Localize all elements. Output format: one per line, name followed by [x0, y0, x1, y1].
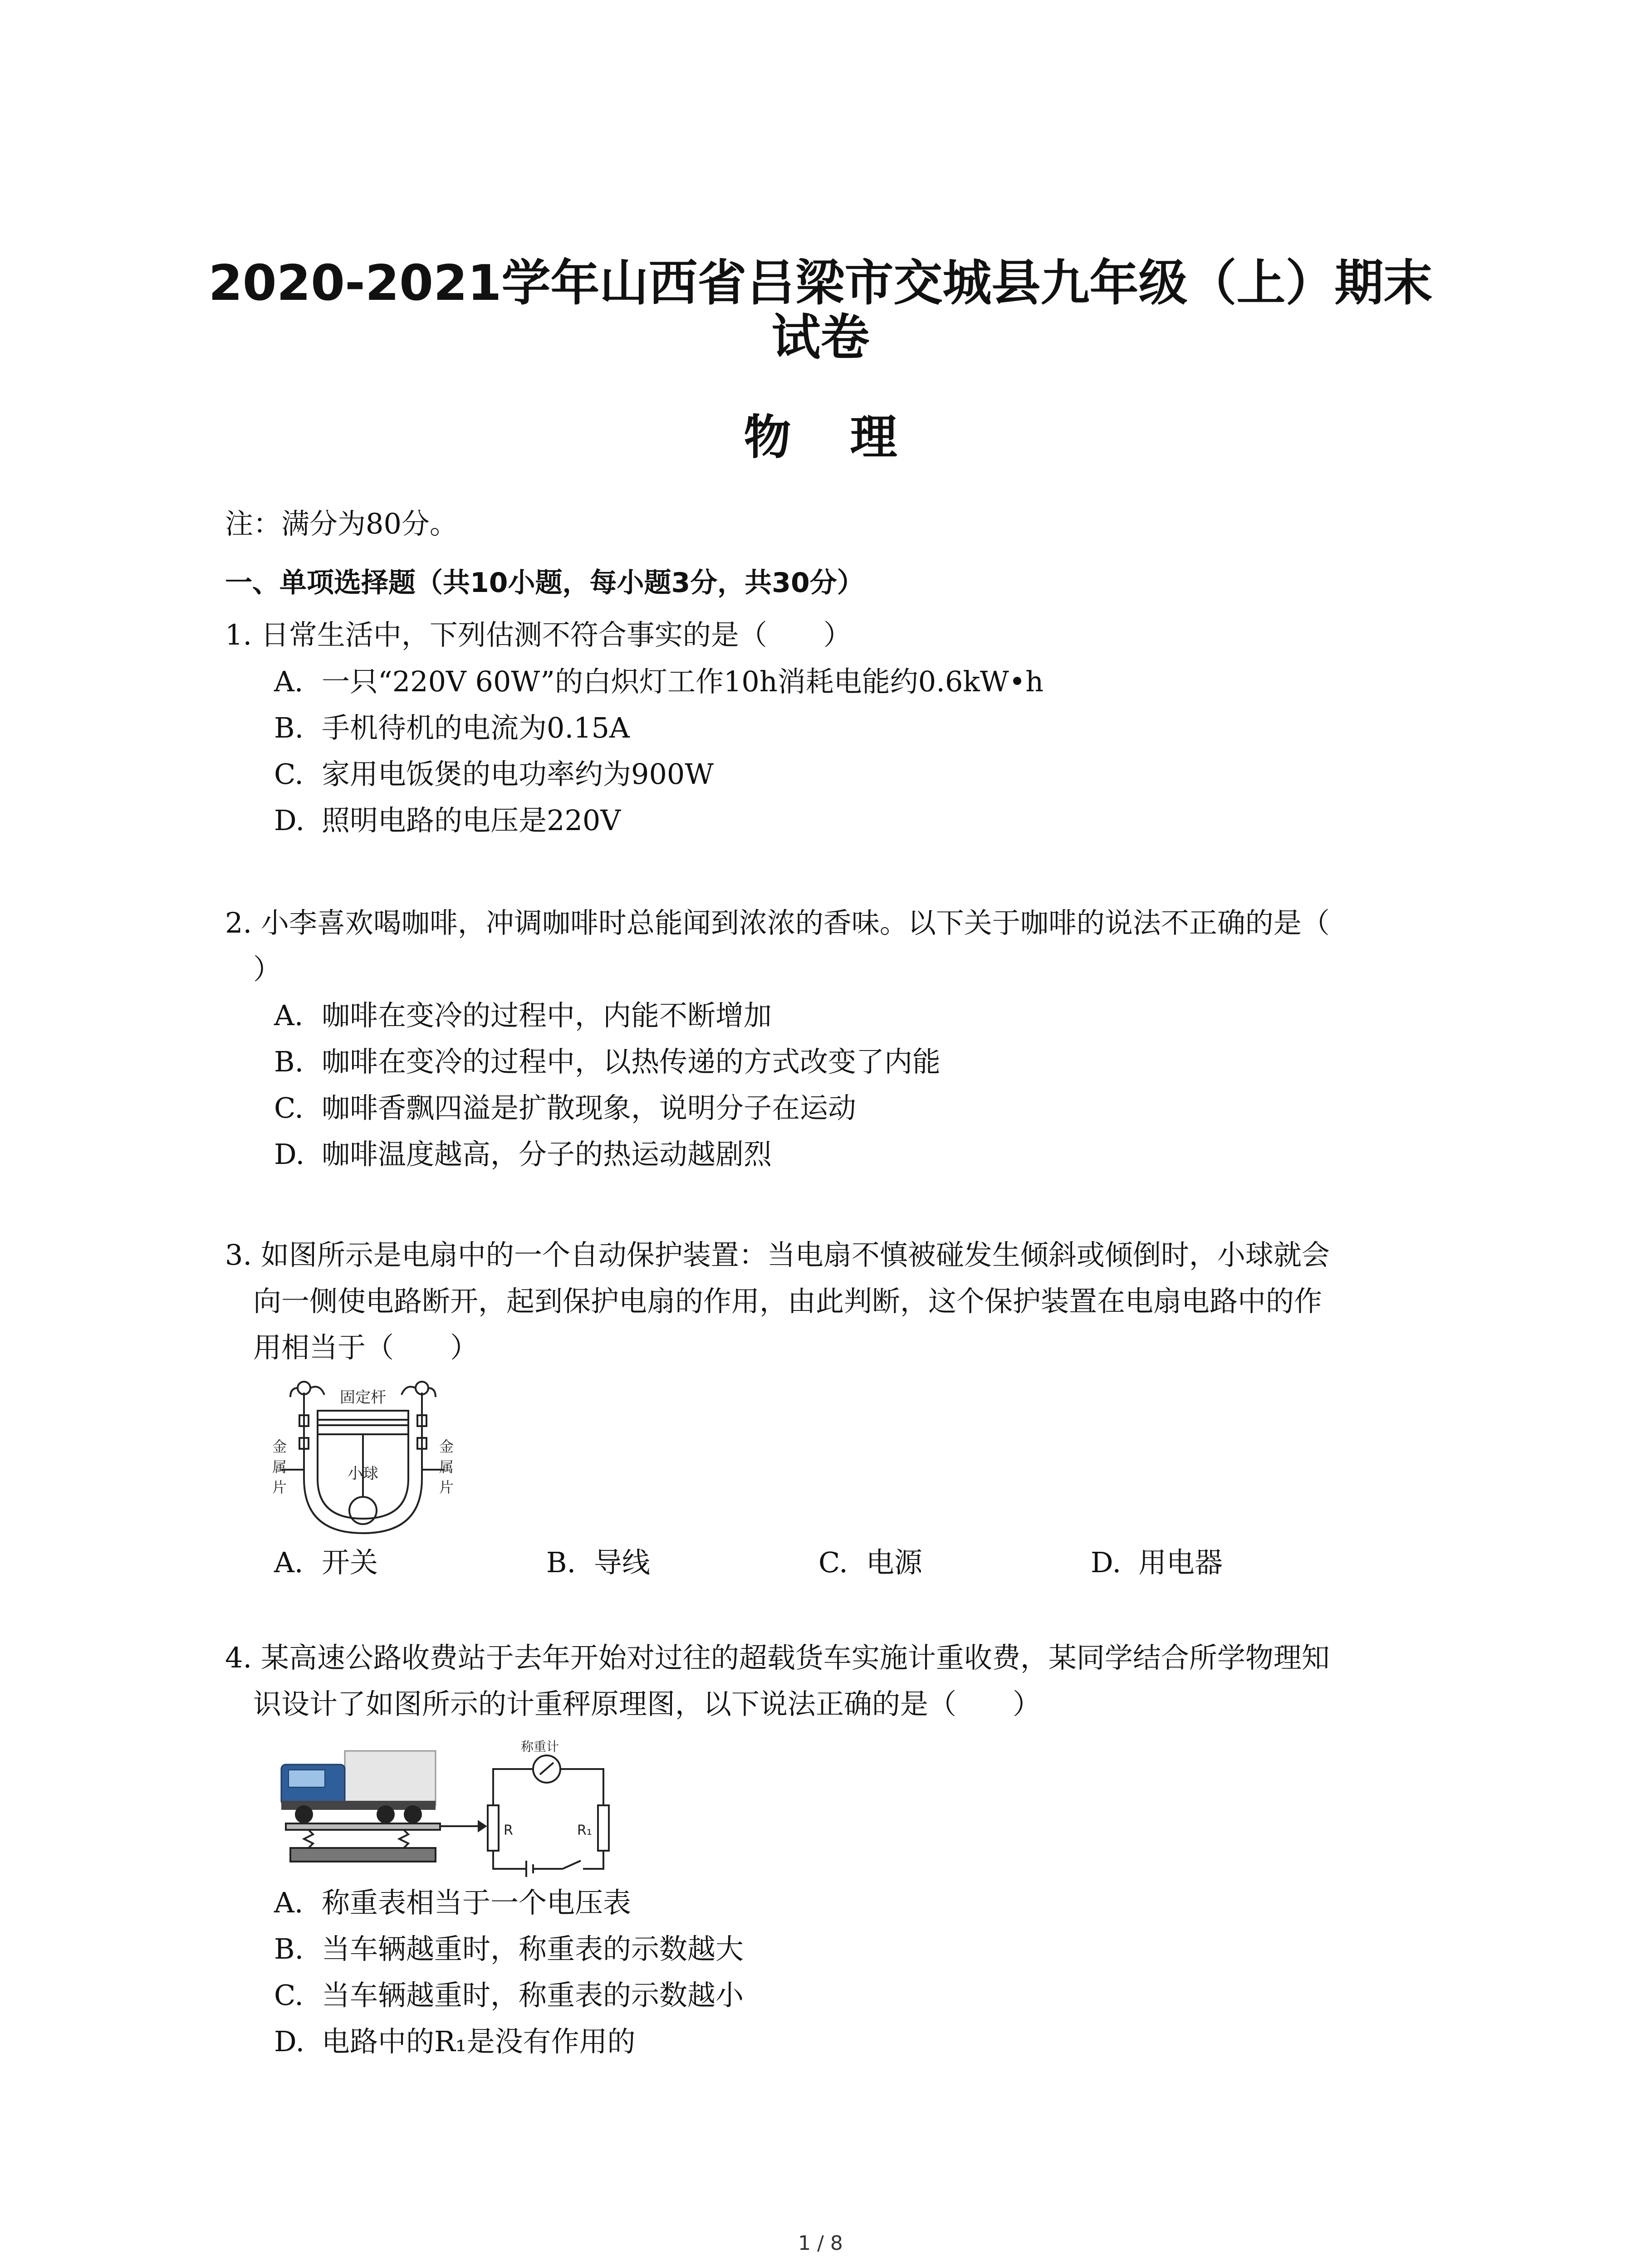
page-number: 1 / 8 [798, 2232, 843, 2255]
label-fixed-rod: 固定杆 [340, 1388, 386, 1407]
q4-option-c: C. 当车辆越重时，称重表的示数越小 [274, 1979, 744, 2012]
q4-stem-line2: 识设计了如图所示的计重秤原理图，以下说法正确的是（ ） [225, 1687, 1041, 1721]
label-weighing-meter: 称重计 [520, 1739, 559, 1754]
q3-option-d: D. 用电器 [1091, 1546, 1223, 1579]
label-metal-left-1: 金 [272, 1438, 287, 1455]
q1-option-b: B. 手机待机的电流为0.15A [274, 711, 630, 744]
q3-option-c: C. 电源 [818, 1546, 923, 1579]
q3-stem-line3: 用相当于（ ） [225, 1331, 479, 1364]
truck-image [281, 1751, 436, 1823]
label-metal-right-1: 金 [439, 1438, 454, 1455]
label-metal-left-2: 属 [272, 1458, 287, 1476]
q4-stem-line1: 4. 某高速公路收费站于去年开始对过往的超载货车实施计重收费，某同学结合所学物理知 [225, 1641, 1330, 1674]
q3-stem-line2: 向一侧使电路断开，起到保护电扇的作用，由此判断，这个保护装置在电扇电路中的作 [225, 1285, 1323, 1318]
q2-option-a: A. 咖啡在变冷的过程中，内能不断增加 [274, 999, 772, 1032]
q4-weighing-circuit-figure [272, 1733, 617, 1878]
label-metal-right-2: 属 [439, 1458, 454, 1476]
q4-option-a: A. 称重表相当于一个电压表 [274, 1886, 632, 1919]
q1-option-c: C. 家用电饭煲的电功率约为900W [274, 758, 714, 791]
q3-stem-line1: 3. 如图所示是电扇中的一个自动保护装置：当电扇不慎被碰发生倾斜或倾倒时，小球就会 [225, 1238, 1330, 1271]
exam-title-line2: 试卷 [771, 309, 870, 366]
q1-option-d: D. 照明电路的电压是220V [274, 804, 621, 837]
label-small-ball: 小球 [348, 1465, 378, 1483]
label-resistor-r: R [504, 1823, 513, 1838]
subject-heading: 物理 [744, 409, 956, 465]
score-note: 注：满分为80分。 [225, 507, 458, 540]
q3-protection-device-figure [263, 1374, 463, 1547]
q2-option-b: B. 咖啡在变冷的过程中，以热传递的方式改变了内能 [274, 1045, 941, 1078]
q3-option-b: B. 导线 [546, 1546, 651, 1579]
label-metal-left-3: 片 [272, 1479, 287, 1496]
q3-option-a: A. 开关 [274, 1546, 378, 1579]
q4-option-d: D. 电路中的R₁是没有作用的 [274, 2025, 636, 2058]
q2-stem-line2: ） [225, 953, 282, 986]
label-metal-right-3: 片 [439, 1479, 454, 1496]
q2-stem-line1: 2. 小李喜欢喝咖啡，冲调咖啡时总能闻到浓浓的香味。以下关于咖啡的说法不正确的是（ [225, 906, 1330, 939]
q2-option-d: D. 咖啡温度越高，分子的热运动越剧烈 [274, 1138, 772, 1171]
label-resistor-r1: R₁ [577, 1823, 592, 1838]
exam-title-line1: 2020-2021学年山西省吕梁市交城县九年级（上）期末 [208, 255, 1433, 312]
q4-option-b: B. 当车辆越重时，称重表的示数越大 [274, 1932, 744, 1965]
q1-stem: 1. 日常生活中，下列估测不符合事实的是（ ） [225, 618, 852, 651]
q2-option-c: C. 咖啡香飘四溢是扩散现象，说明分子在运动 [274, 1091, 857, 1124]
section-heading: 一、单项选择题（共10小题，每小题3分，共30分） [225, 567, 864, 599]
q1-option-a: A. 一只“220V 60W”的白炽灯工作10h消耗电能约0.6kW•h [274, 665, 1044, 698]
